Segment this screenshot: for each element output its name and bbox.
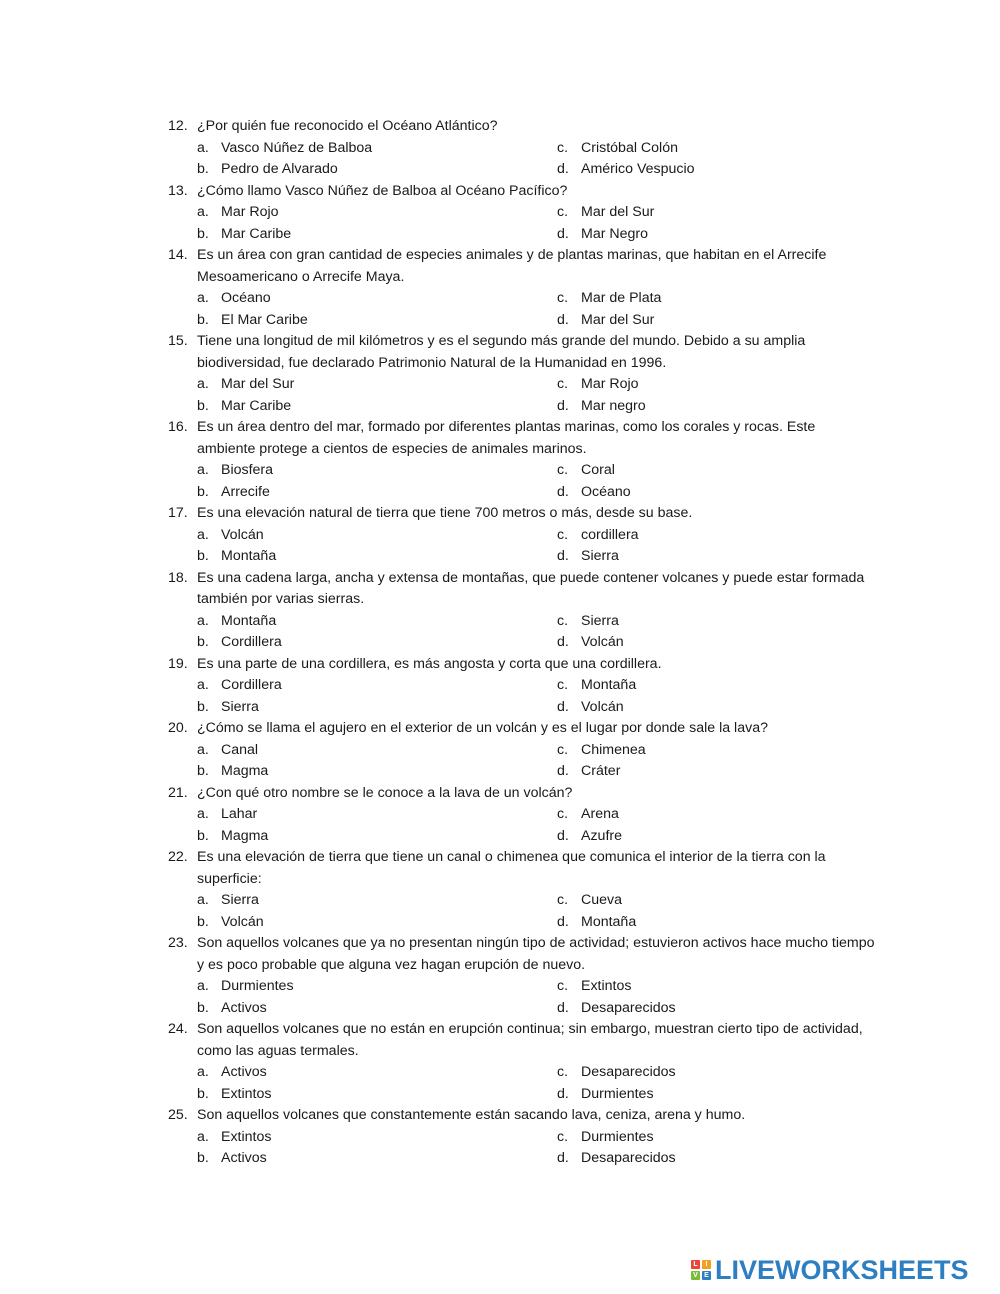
option-letter: c. bbox=[557, 1064, 569, 1080]
answer-option[interactable] bbox=[557, 224, 877, 246]
question-number: 21. bbox=[168, 784, 188, 801]
option-text: Volcán bbox=[581, 634, 624, 650]
logo-mark-tile: V bbox=[691, 1271, 700, 1280]
option-letter: a. bbox=[197, 376, 209, 392]
answer-options bbox=[197, 525, 1000, 568]
question-item bbox=[0, 933, 1000, 1019]
option-text: Durmientes bbox=[581, 1085, 654, 1102]
option-text: Océano bbox=[221, 290, 271, 306]
question-item bbox=[0, 718, 1000, 783]
question-number: 17. bbox=[168, 505, 188, 521]
question-item bbox=[0, 331, 1000, 417]
answer-option[interactable] bbox=[557, 1148, 877, 1170]
worksheet bbox=[0, 116, 1000, 1170]
option-letter: b. bbox=[197, 763, 209, 779]
option-letter: d. bbox=[557, 913, 569, 930]
option-letter: d. bbox=[557, 1150, 569, 1166]
logo-mark-icon bbox=[691, 1260, 711, 1280]
answer-option[interactable] bbox=[197, 632, 557, 654]
option-letter: b. bbox=[197, 1150, 209, 1166]
option-letter: c. bbox=[557, 978, 569, 994]
answer-options bbox=[197, 1127, 1000, 1170]
option-text: Sierra bbox=[221, 892, 259, 908]
option-letter: d. bbox=[557, 225, 569, 242]
option-text: Montaña bbox=[221, 612, 277, 629]
option-letter: a. bbox=[197, 526, 209, 543]
answer-options bbox=[197, 804, 1000, 847]
option-letter: c. bbox=[557, 139, 569, 156]
answer-option[interactable] bbox=[197, 310, 557, 332]
option-text: Magma bbox=[221, 827, 269, 844]
option-letter: b. bbox=[197, 913, 209, 930]
question-number: 18. bbox=[168, 569, 188, 586]
answer-options bbox=[197, 460, 1000, 503]
option-text: Biosfera bbox=[221, 462, 274, 478]
option-letter: c. bbox=[557, 677, 569, 693]
option-letter: a. bbox=[197, 612, 209, 629]
option-letter: d. bbox=[557, 827, 569, 844]
answer-option[interactable] bbox=[197, 890, 557, 912]
answer-option[interactable] bbox=[197, 761, 557, 783]
question-text: Son aquellos volcanes que ya no presentan ningún tipo de actividad; estuvieron activos hace mucho tiempo y es poco probable que alguna vez hagan erupción de nuevo. bbox=[197, 935, 875, 973]
option-letter: c. bbox=[557, 204, 569, 220]
question-item bbox=[0, 1019, 1000, 1105]
option-text: Durmientes bbox=[581, 1128, 654, 1145]
option-letter: b. bbox=[197, 161, 209, 177]
option-text: Mar Caribe bbox=[221, 397, 292, 414]
option-text: Activos bbox=[221, 1150, 267, 1166]
question-number: 14. bbox=[168, 247, 188, 263]
option-letter: b. bbox=[197, 397, 209, 414]
option-text: Coral bbox=[581, 462, 615, 478]
question-item bbox=[0, 847, 1000, 933]
answer-option[interactable] bbox=[557, 632, 877, 654]
option-text: Mar del Sur bbox=[581, 311, 655, 328]
option-text: Activos bbox=[221, 999, 267, 1016]
answer-option[interactable] bbox=[197, 138, 557, 160]
option-text: Pedro de Alvarado bbox=[221, 161, 338, 177]
answer-option[interactable] bbox=[557, 1127, 877, 1149]
question-number: 16. bbox=[168, 419, 188, 435]
answer-option[interactable] bbox=[557, 998, 877, 1020]
answer-option[interactable] bbox=[557, 460, 877, 482]
option-text: Chimenea bbox=[581, 741, 646, 758]
answer-option[interactable] bbox=[557, 912, 877, 934]
answer-option[interactable] bbox=[557, 546, 877, 568]
question-item bbox=[0, 654, 1000, 719]
question-text: ¿Con qué otro nombre se le conoce a la lava de un volcán? bbox=[197, 784, 573, 801]
answer-option[interactable] bbox=[197, 288, 557, 310]
option-text: Mar del Sur bbox=[581, 204, 655, 220]
logo-mark-tile: L bbox=[691, 1260, 700, 1269]
option-letter: d. bbox=[557, 397, 569, 414]
option-text: cordillera bbox=[581, 526, 639, 543]
option-text: Mar del Sur bbox=[221, 376, 295, 392]
answer-options bbox=[197, 675, 1000, 718]
answer-option[interactable] bbox=[557, 374, 877, 396]
question-item bbox=[0, 181, 1000, 246]
answer-option[interactable] bbox=[557, 396, 877, 418]
option-letter: b. bbox=[197, 698, 209, 715]
option-text: Volcán bbox=[581, 698, 624, 715]
answer-option[interactable] bbox=[197, 525, 557, 547]
option-text: Extintos bbox=[221, 1085, 272, 1102]
question-number: 19. bbox=[168, 655, 188, 672]
answer-option[interactable] bbox=[557, 310, 877, 332]
option-text: Desaparecidos bbox=[581, 1150, 676, 1166]
answer-option[interactable] bbox=[557, 525, 877, 547]
option-letter: b. bbox=[197, 225, 209, 242]
answer-options bbox=[197, 740, 1000, 783]
answer-option[interactable] bbox=[197, 202, 557, 224]
question-text: Es un área dentro del mar, formado por diferentes plantas marinas, como los corales y rocas. Este ambiente protege a cientos de especies de animales marinos. bbox=[197, 419, 816, 457]
answer-option[interactable] bbox=[197, 460, 557, 482]
option-letter: d. bbox=[557, 1085, 569, 1102]
option-text: Mar Negro bbox=[581, 225, 649, 242]
option-letter: a. bbox=[197, 290, 209, 306]
answer-options bbox=[197, 288, 1000, 331]
option-letter: c. bbox=[557, 526, 569, 543]
answer-option[interactable] bbox=[557, 826, 877, 848]
answer-option[interactable] bbox=[557, 740, 877, 762]
answer-option[interactable] bbox=[197, 740, 557, 762]
answer-option[interactable] bbox=[557, 288, 877, 310]
option-letter: a. bbox=[197, 677, 209, 693]
option-letter: a. bbox=[197, 139, 209, 156]
answer-option[interactable] bbox=[197, 1148, 557, 1170]
option-text: El Mar Caribe bbox=[221, 311, 308, 328]
option-letter: a. bbox=[197, 1064, 209, 1080]
option-text: Mar de Plata bbox=[581, 290, 662, 306]
answer-option[interactable] bbox=[557, 675, 877, 697]
option-text: Extintos bbox=[581, 978, 632, 994]
answer-option[interactable] bbox=[197, 1084, 557, 1106]
option-letter: b. bbox=[197, 311, 209, 328]
option-letter: d. bbox=[557, 161, 569, 177]
option-text: Mar Caribe bbox=[221, 225, 292, 242]
option-letter: a. bbox=[197, 204, 209, 220]
answer-option[interactable] bbox=[197, 611, 557, 633]
option-text: Volcán bbox=[221, 526, 264, 543]
answer-options bbox=[197, 1062, 1000, 1105]
option-letter: a. bbox=[197, 806, 209, 822]
answer-option[interactable] bbox=[197, 1127, 557, 1149]
option-text: Extintos bbox=[221, 1128, 272, 1145]
question-text: Es una elevación de tierra que tiene un canal o chimenea que comunica el interior de la tierra con la superficie: bbox=[197, 849, 826, 887]
option-text: Mar Rojo bbox=[221, 204, 279, 220]
answer-option[interactable] bbox=[197, 675, 557, 697]
answer-options bbox=[197, 611, 1000, 654]
option-text: Sierra bbox=[581, 612, 619, 629]
question-item bbox=[0, 568, 1000, 654]
option-letter: c. bbox=[557, 376, 569, 392]
option-text: Lahar bbox=[221, 806, 258, 822]
answer-options bbox=[197, 374, 1000, 417]
option-text: Canal bbox=[221, 741, 259, 758]
answer-option[interactable] bbox=[197, 976, 557, 998]
question-text: Es una cadena larga, ancha y extensa de montañas, que puede contener volcanes y puede estar formada también por varias sierras. bbox=[197, 569, 865, 607]
answer-options bbox=[197, 976, 1000, 1019]
option-letter: d. bbox=[557, 763, 569, 779]
option-text: Durmientes bbox=[221, 978, 294, 994]
option-letter: a. bbox=[197, 892, 209, 908]
option-text: Sierra bbox=[221, 698, 259, 715]
question-item bbox=[0, 1105, 1000, 1170]
option-letter: c. bbox=[557, 741, 569, 758]
answer-option[interactable] bbox=[557, 138, 877, 160]
answer-option[interactable] bbox=[197, 998, 557, 1020]
answer-option[interactable] bbox=[557, 697, 877, 719]
question-number: 20. bbox=[168, 720, 188, 736]
option-letter: d. bbox=[557, 634, 569, 650]
option-text: Sierra bbox=[581, 548, 619, 564]
option-letter: c. bbox=[557, 290, 569, 306]
answer-option[interactable] bbox=[557, 1084, 877, 1106]
option-text: Cueva bbox=[581, 892, 623, 908]
option-letter: d. bbox=[557, 311, 569, 328]
answer-option[interactable] bbox=[557, 202, 877, 224]
option-text: Montaña bbox=[221, 548, 277, 564]
option-text: Cordillera bbox=[221, 634, 282, 650]
option-text: Montaña bbox=[581, 913, 637, 930]
option-letter: c. bbox=[557, 462, 569, 478]
question-item bbox=[0, 783, 1000, 848]
option-text: Océano bbox=[581, 483, 631, 500]
answer-option[interactable] bbox=[557, 804, 877, 826]
question-text: Son aquellos volcanes que no están en erupción continua; sin embargo, muestran cierto tipo de actividad, como las aguas termales. bbox=[197, 1021, 863, 1059]
question-number: 15. bbox=[168, 333, 188, 349]
question-number: 22. bbox=[168, 849, 188, 865]
option-letter: d. bbox=[557, 548, 569, 564]
option-text: Montaña bbox=[581, 677, 637, 693]
question-item bbox=[0, 503, 1000, 568]
option-letter: b. bbox=[197, 548, 209, 564]
option-letter: d. bbox=[557, 698, 569, 715]
option-letter: c. bbox=[557, 1128, 569, 1145]
answer-option[interactable] bbox=[197, 374, 557, 396]
logo-mark-tile: I bbox=[702, 1260, 711, 1269]
answer-option[interactable] bbox=[197, 546, 557, 568]
answer-option[interactable] bbox=[197, 697, 557, 719]
question-item bbox=[0, 116, 1000, 181]
logo-mark-tile: E bbox=[702, 1271, 711, 1280]
liveworksheets-logo bbox=[691, 1255, 969, 1285]
option-letter: d. bbox=[557, 999, 569, 1016]
question-item bbox=[0, 245, 1000, 331]
option-text: Cordillera bbox=[221, 677, 282, 693]
question-text: ¿Cómo se llama el agujero en el exterior de un volcán y es el lugar por donde sale la lava? bbox=[197, 720, 768, 736]
option-letter: a. bbox=[197, 978, 209, 994]
question-text: ¿Cómo llamo Vasco Núñez de Balboa al Océano Pacífico? bbox=[197, 182, 568, 199]
answer-option[interactable] bbox=[557, 482, 877, 504]
question-text: ¿Por quién fue reconocido el Océano Atlántico? bbox=[197, 118, 498, 134]
logo-text: LIVEWORKSHEETS bbox=[715, 1254, 969, 1285]
answer-options bbox=[197, 890, 1000, 933]
answer-option[interactable] bbox=[197, 912, 557, 934]
option-letter: c. bbox=[557, 892, 569, 908]
option-letter: b. bbox=[197, 634, 209, 650]
option-letter: b. bbox=[197, 999, 209, 1016]
option-letter: a. bbox=[197, 462, 209, 478]
option-text: Activos bbox=[221, 1064, 267, 1080]
answer-options bbox=[197, 202, 1000, 245]
answer-option[interactable] bbox=[557, 159, 877, 181]
answer-option[interactable] bbox=[197, 482, 557, 504]
question-text: Son aquellos volcanes que constantemente están sacando lava, ceniza, arena y humo. bbox=[197, 1107, 746, 1123]
question-number: 13. bbox=[168, 182, 188, 199]
option-text: Cristóbal Colón bbox=[581, 139, 678, 156]
option-text: Vasco Núñez de Balboa bbox=[221, 139, 373, 156]
answer-option[interactable] bbox=[557, 761, 877, 783]
option-letter: c. bbox=[557, 612, 569, 629]
answer-option[interactable] bbox=[197, 159, 557, 181]
question-text: Es una elevación natural de tierra que tiene 700 metros o más, desde su base. bbox=[197, 505, 693, 521]
option-text: Azufre bbox=[581, 827, 623, 844]
option-letter: a. bbox=[197, 741, 209, 758]
option-letter: c. bbox=[557, 806, 569, 822]
answer-option[interactable] bbox=[197, 804, 557, 826]
option-text: Desaparecidos bbox=[581, 1064, 676, 1080]
option-text: Américo Vespucio bbox=[581, 161, 695, 177]
answer-option[interactable] bbox=[197, 1062, 557, 1084]
option-text: Mar negro bbox=[581, 397, 646, 414]
option-letter: b. bbox=[197, 483, 209, 500]
question-text: Tiene una longitud de mil kilómetros y es el segundo más grande del mundo. Debido a su amplia biodiversidad, fue declarado Patrimonio Natural de la Humanidad en 1996. bbox=[197, 333, 806, 371]
option-letter: a. bbox=[197, 1128, 209, 1145]
question-text: Es un área con gran cantidad de especies animales y de plantas marinas, que habitan en el Arrecife Mesoamericano o Arrecife Maya. bbox=[197, 247, 827, 285]
option-text: Volcán bbox=[221, 913, 264, 930]
answer-option[interactable] bbox=[557, 1062, 877, 1084]
answer-option[interactable] bbox=[197, 396, 557, 418]
answer-options bbox=[197, 138, 1000, 181]
question-number: 23. bbox=[168, 935, 188, 951]
question-text: Es una parte de una cordillera, es más angosta y corta que una cordillera. bbox=[197, 655, 662, 672]
answer-option[interactable] bbox=[557, 611, 877, 633]
answer-option[interactable] bbox=[197, 826, 557, 848]
option-letter: b. bbox=[197, 827, 209, 844]
option-text: Arena bbox=[581, 806, 619, 822]
question-item bbox=[0, 417, 1000, 503]
option-text: Magma bbox=[221, 763, 269, 779]
answer-option[interactable] bbox=[557, 890, 877, 912]
option-text: Mar Rojo bbox=[581, 376, 639, 392]
question-number: 12. bbox=[168, 118, 188, 134]
answer-option[interactable] bbox=[557, 976, 877, 998]
question-number: 25. bbox=[168, 1107, 188, 1123]
question-number: 24. bbox=[168, 1021, 188, 1037]
option-text: Arrecife bbox=[221, 483, 270, 500]
answer-option[interactable] bbox=[197, 224, 557, 246]
option-text: Cráter bbox=[581, 763, 621, 779]
option-letter: b. bbox=[197, 1085, 209, 1102]
option-text: Desaparecidos bbox=[581, 999, 676, 1016]
option-letter: d. bbox=[557, 483, 569, 500]
